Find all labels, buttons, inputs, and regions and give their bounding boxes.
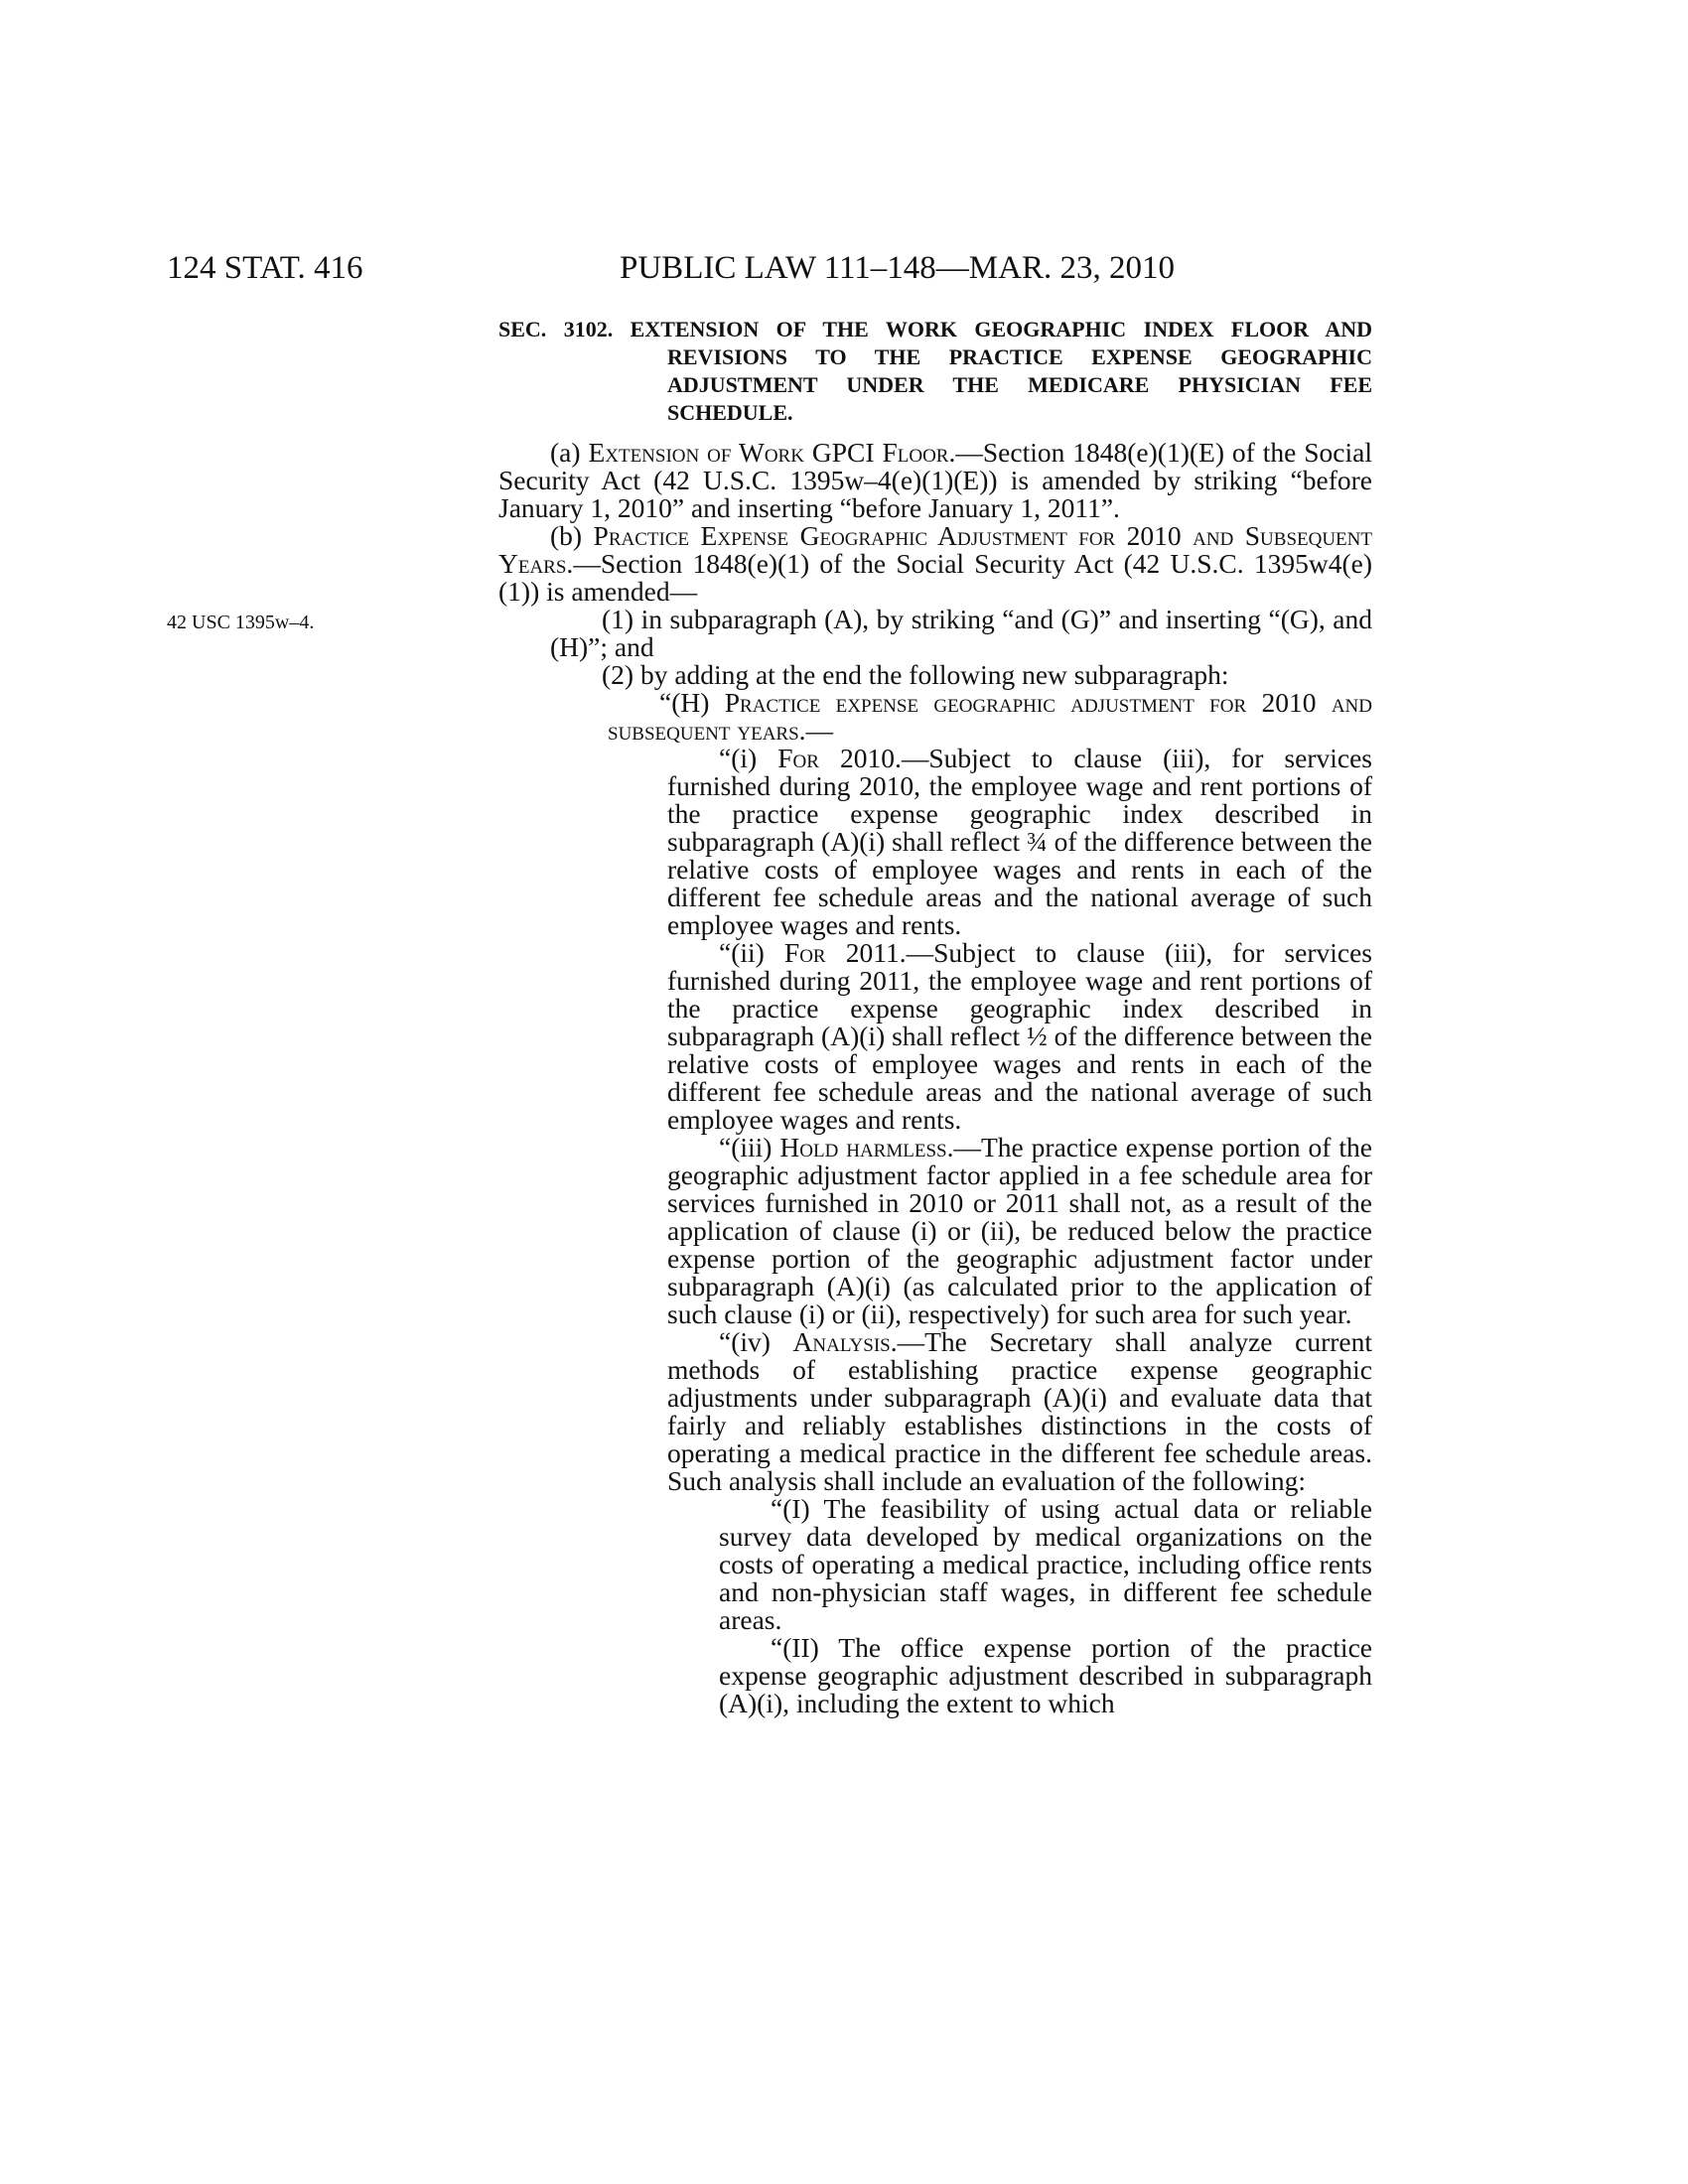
subparagraph-h-caption: Practice expense geographic adjustment for 2010 and subsequent years. [608, 687, 1372, 746]
subsection-b-label: (b) [550, 520, 594, 551]
section-heading: SEC. 3102. EXTENSION OF THE WORK GEOGRAPHIC INDEX FLOOR AND REVISIONS TO THE PRACTICE EXPENSE GEOGRAPHIC ADJUSTMENT UNDER THE MEDICARE PHYSICIAN FEE SCHEDULE. [498, 317, 1372, 425]
clause-ii-label: “(ii) [719, 937, 784, 968]
public-law-reference: PUBLIC LAW 111–148—MAR. 23, 2010 [620, 250, 1175, 286]
paragraph-2: (2) by adding at the end the following new subparagraph: [602, 659, 1229, 690]
subsection-a-text: —Section 1848(e)(1)(E) of the Social Security Act (42 U.S.C. 1395w–4(e)(1)(E)) is amended by striking “before January 1, 2010” and inserting “before January 1, 2011”. [498, 437, 1372, 523]
page-header [167, 248, 1239, 288]
clause-iii-label: “(iii) [719, 1132, 780, 1162]
subparagraph-h [498, 689, 1372, 745]
clause-iv-label: “(iv) [719, 1326, 793, 1357]
subparagraph-h-label: “(H) [659, 687, 725, 718]
margin-citation: 42 USC 1395w–4. [167, 612, 315, 633]
clause-i-caption: For 2010. [777, 743, 902, 773]
document-body [498, 316, 1372, 1717]
subsection-a-label: (a) [550, 437, 589, 468]
subsection-b [498, 522, 1372, 606]
subclause-I: “(I) The feasibility of using actual data or reliable survey data developed by medical organizations on the costs of operating a medical practice, including office rents and non-physician staff wages, in different fee schedule areas. [719, 1493, 1372, 1635]
subparagraph-h-dash: — [805, 715, 834, 746]
clause-i [498, 745, 1372, 939]
subclause-II: “(II) The office expense portion of the practice expense geographic adjustment described in subparagraph (A)(i), including the extent to which [719, 1632, 1372, 1718]
clause-iii [498, 1134, 1372, 1328]
statute-reference: 124 STAT. 416 [167, 250, 363, 286]
clause-iv-text: —The Secretary shall analyze current methods of establishing practice expense geographic adjustments under subparagraph (A)(i) and evaluate data that fairly and reliably establishes distinctions in the costs of operating a medical practice in the different fee schedule areas. Such analysis shall include an evaluation of the following: [667, 1326, 1372, 1496]
clause-i-label: “(i) [719, 743, 778, 773]
subsection-b-text: —Section 1848(e)(1) of the Social Security Act (42 U.S.C. 1395w4(e)(1)) is amended— [498, 548, 1372, 607]
clause-iii-text: —The practice expense portion of the geographic adjustment factor applied in a fee schedule area for services furnished in 2010 or 2011 shall not, as a result of the application of clause (i) or (ii), be reduced below the practice expense portion of the geographic adjustment factor under subparagraph (A)(i) (as calculated prior to the application of such clause (i) or (ii), respectively) for such area for such year. [667, 1132, 1372, 1329]
clause-i-text: —Subject to clause (iii), for services furnished during 2010, the employee wage and rent portions of the practice expense geographic index described in subparagraph (A)(i) shall reflect ¾ of the difference between the relative costs of employee wages and rents in each of the different fee schedule areas and the national average of such employee wages and rents. [667, 743, 1372, 940]
clause-iii-caption: Hold harmless. [779, 1132, 954, 1162]
subsection-a-caption: Extension of Work GPCI Floor. [588, 437, 956, 468]
clause-ii [498, 939, 1372, 1134]
clause-iv-caption: Analysis. [792, 1326, 898, 1357]
clause-ii-caption: For 2011. [783, 937, 907, 968]
subsection-b-caption: Practice Expense Geographic Adjustment for 2010 and Subsequent Years. [498, 520, 1372, 579]
clause-ii-text: —Subject to clause (iii), for services furnished during 2011, the employee wage and rent portions of the practice expense geographic index described in subparagraph (A)(i) shall reflect ½ of the difference between the relative costs of employee wages and rents in each of the different fee schedule areas and the national average of such employee wages and rents. [667, 937, 1372, 1135]
subsection-a [498, 439, 1372, 522]
paragraph-1: (1) in subparagraph (A), by striking “and (G)” and inserting “(G), and (H)”; and [550, 604, 1372, 662]
clause-iv [498, 1328, 1372, 1495]
